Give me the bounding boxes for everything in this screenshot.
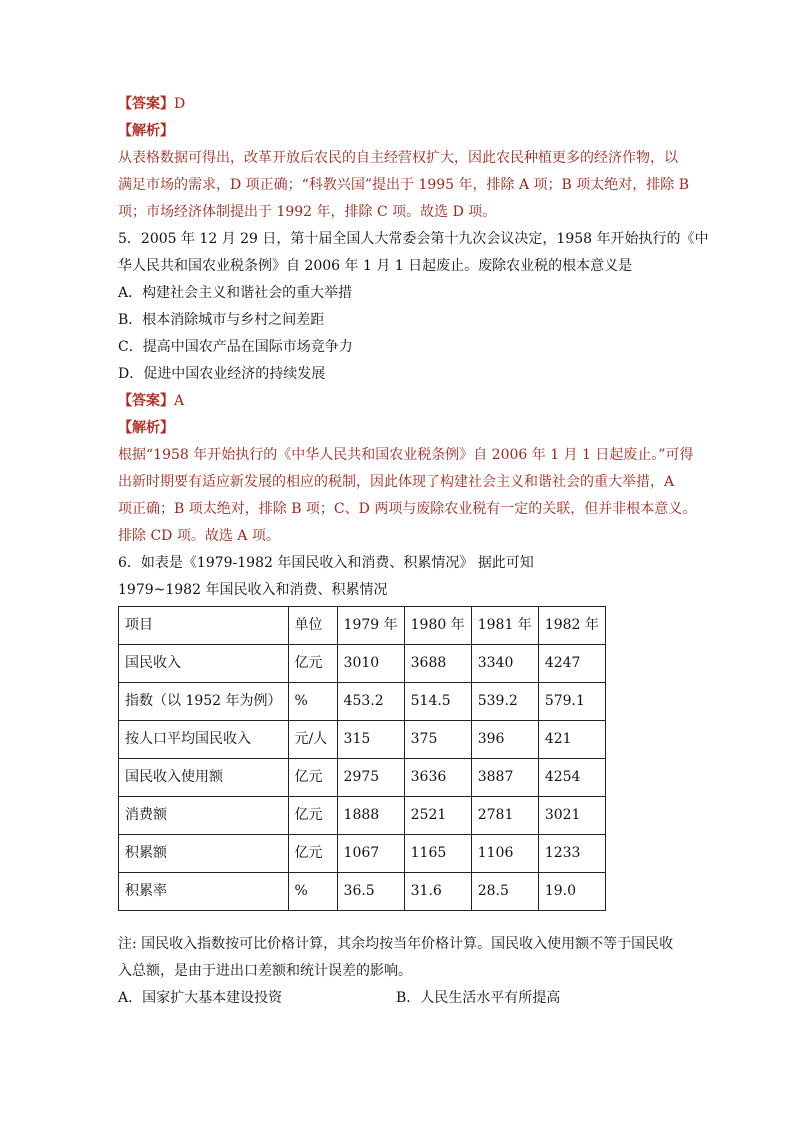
table-row [119, 683, 606, 721]
table-cell: 453.2 [337, 683, 404, 721]
table-cell: % [288, 683, 337, 721]
table-cell: 2781 [471, 797, 538, 835]
table-cell: 3887 [471, 759, 538, 797]
q4-analysis-line: 从表格数据可得出，改革开放后农民的自主经营权扩大，因此农民种植更多的经济作物，以 [118, 150, 678, 166]
q6-note-line: 入总额，是由于进出口差额和统计误差的影响。 [118, 963, 412, 979]
table-row [119, 797, 606, 835]
table-cell: 4254 [538, 759, 605, 797]
table-header-cell: 1981 年 [471, 607, 538, 645]
q5-analysis-line: 出新时期要有适应新发展的相应的税制，因此体现了构建社会主义和谐社会的重大举措，A [118, 474, 675, 490]
q6-option-a: A．国家扩大基本建设投资 [118, 990, 283, 1006]
q5-answer: A [174, 393, 185, 409]
table-cell: 315 [337, 721, 404, 759]
table-cell: 积累率 [119, 873, 289, 911]
table-header-cell: 1979 年 [337, 607, 404, 645]
table-cell: 3636 [404, 759, 471, 797]
q4-analysis-line: 满足市场的需求，D 项正确；“科教兴国”提出于 1995 年，排除 A 项；B 项太绝对，排除 B [118, 177, 690, 193]
table-cell: 1233 [538, 835, 605, 873]
q5-analysis-line: 项正确；B 项太绝对，排除 B 项；C、D 两项与废除农业税有一定的关联，但并非根本意义。 [118, 501, 697, 517]
table-cell: 元/人 [288, 721, 337, 759]
table-cell: 396 [471, 721, 538, 759]
q5-analysis-line: 排除 CD 项。故选 A 项。 [118, 528, 280, 544]
table-cell: 2521 [404, 797, 471, 835]
q6-option-b: B．人民生活水平有所提高 [396, 990, 561, 1006]
table-row [119, 721, 606, 759]
table-cell: 375 [404, 721, 471, 759]
q6-table-caption: 1979~1982 年国民收入和消费、积累情况 [118, 582, 388, 598]
document-page [118, 91, 709, 1012]
q5-option-a: A．构建社会主义和谐社会的重大举措 [118, 285, 353, 301]
q4-answer-label: 【答案】 [118, 96, 174, 112]
q5-analysis-line: 根据“1958 年开始执行的《中华人民共和国农业税条例》自 2006 年 1 月 1 日起废止。”可得 [118, 447, 694, 463]
table-row [119, 645, 606, 683]
table-cell: 514.5 [404, 683, 471, 721]
table-row [119, 835, 606, 873]
table-row [119, 873, 606, 911]
q5-option-d: D．促进中国农业经济的持续发展 [118, 366, 326, 382]
q6-options-row [118, 985, 686, 1012]
table-row [119, 759, 606, 797]
table-header-cell: 单位 [288, 607, 337, 645]
table-cell: 亿元 [288, 645, 337, 683]
q6-note-line: 注: 国民收入指数按可比价格计算，其余均按当年价格计算。国民收入使用额不等于国民收 [118, 936, 674, 952]
table-cell: 4247 [538, 645, 605, 683]
q5-analysis-label: 【解析】 [118, 420, 174, 436]
table-cell: 国民收入 [119, 645, 289, 683]
table-cell: 1106 [471, 835, 538, 873]
table-cell: 28.5 [471, 873, 538, 911]
q5-answer-label: 【答案】 [118, 393, 174, 409]
table-cell: 3688 [404, 645, 471, 683]
q6-stem: 6．如表是《1979-1982 年国民收入和消费、积累情况》 据此可知 [118, 555, 534, 571]
table-cell: 国民收入使用额 [119, 759, 289, 797]
table-cell: 亿元 [288, 835, 337, 873]
q4-answer: D [174, 96, 186, 112]
q4-answer-line [118, 91, 686, 118]
table-cell: 36.5 [337, 873, 404, 911]
table-header-row [119, 607, 606, 645]
q4-analysis-line: 项；市场经济体制提出于 1992 年，排除 C 项。故选 D 项。 [118, 204, 497, 220]
q5-analysis-label-line [118, 415, 686, 442]
q5-option-c: C．提高中国农产品在国际市场竞争力 [118, 339, 353, 355]
table-cell: 19.0 [538, 873, 605, 911]
table-cell: 3340 [471, 645, 538, 683]
table-cell: 按人口平均国民收入 [119, 721, 289, 759]
table-cell: 539.2 [471, 683, 538, 721]
q5-stem-line: 5．2005 年 12 月 29 日，第十届全国人大常委会第十九次会议决定，1958 年开始执行的《中 [118, 231, 709, 247]
table-cell: 2975 [337, 759, 404, 797]
table-cell: 1888 [337, 797, 404, 835]
table-header-cell: 项目 [119, 607, 289, 645]
table-cell: % [288, 873, 337, 911]
table-cell: 积累额 [119, 835, 289, 873]
q4-analysis-label: 【解析】 [118, 123, 174, 139]
table-cell: 指数（以 1952 年为例） [119, 683, 289, 721]
table-header-cell: 1982 年 [538, 607, 605, 645]
table-cell: 1067 [337, 835, 404, 873]
table-cell: 亿元 [288, 797, 337, 835]
q4-analysis-label-line [118, 118, 686, 145]
income-table [118, 606, 606, 911]
table-cell: 421 [538, 721, 605, 759]
table-cell: 消费额 [119, 797, 289, 835]
table-cell: 3010 [337, 645, 404, 683]
table-cell: 3021 [538, 797, 605, 835]
table-cell: 亿元 [288, 759, 337, 797]
table-cell: 31.6 [404, 873, 471, 911]
q5-answer-line [118, 388, 686, 415]
q5-stem-line: 华人民共和国农业税条例》自 2006 年 1 月 1 日起废止。废除农业税的根本意义是 [118, 258, 633, 274]
table-header-cell: 1980 年 [404, 607, 471, 645]
table-cell: 579.1 [538, 683, 605, 721]
q5-option-b: B．根本消除城市与乡村之间差距 [118, 312, 325, 328]
table-cell: 1165 [404, 835, 471, 873]
